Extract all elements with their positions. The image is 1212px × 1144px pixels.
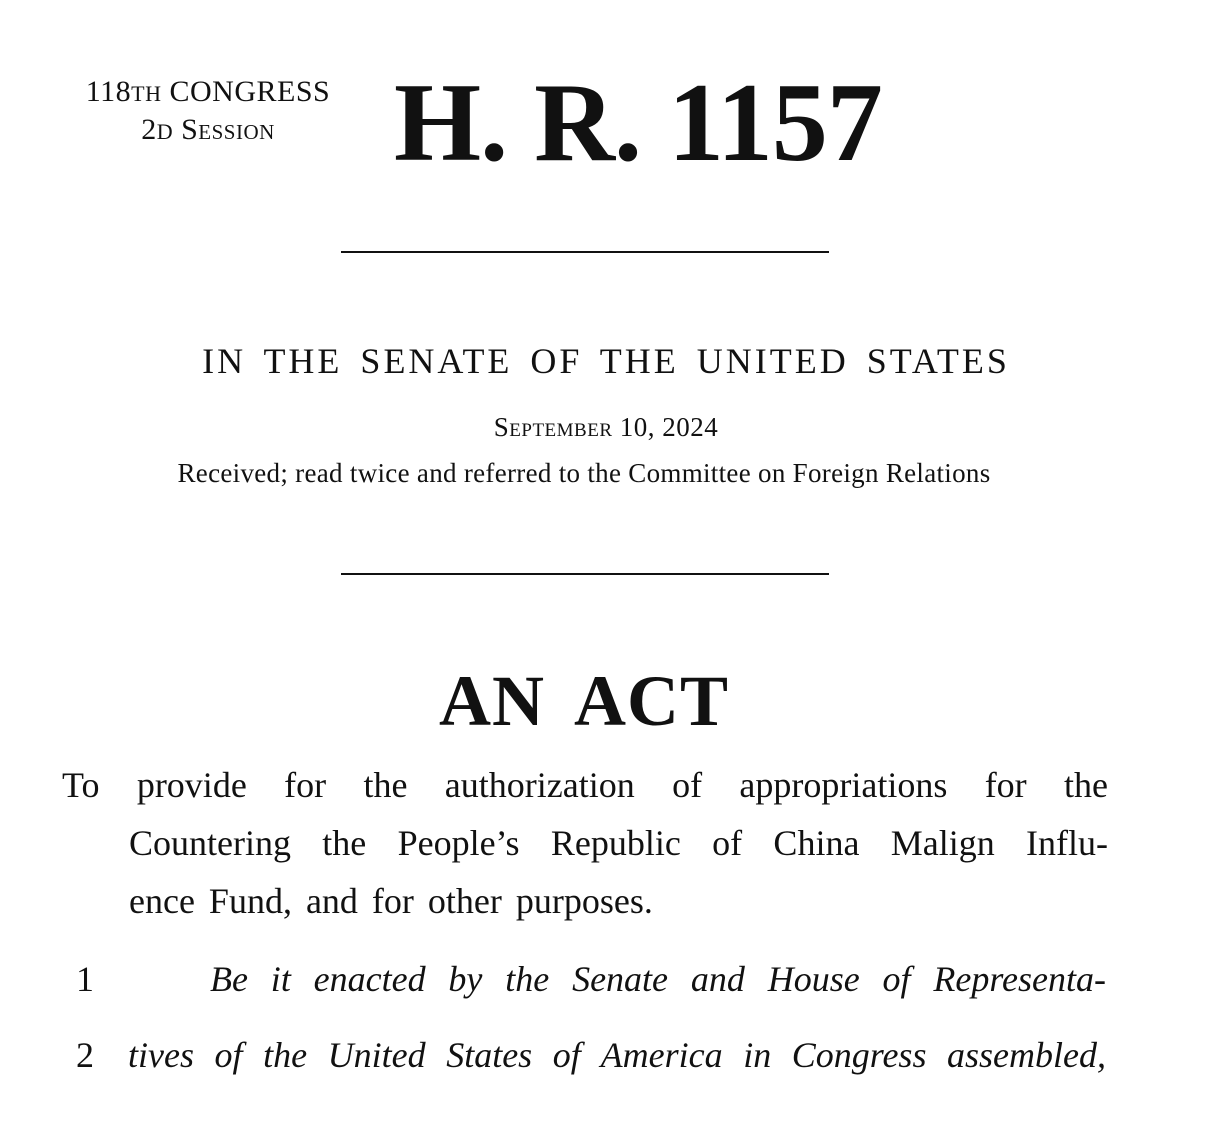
chamber-heading: IN THE SENATE OF THE UNITED STATES <box>202 341 1010 381</box>
purpose-line-3: ence Fund, and for other purposes. <box>129 881 653 921</box>
line-number: 1 <box>76 959 94 999</box>
purpose-line-1: To provide for the authorization of appropriations for the <box>62 765 1108 805</box>
bill-number: H. R. 1157 <box>394 61 882 185</box>
session-label: Session <box>181 113 275 146</box>
enacting-clause-text: Be it enacted by the Senate and House of Representa- <box>210 959 1106 999</box>
congress-number: 118 <box>85 75 132 108</box>
enacting-clause-line <box>0 1034 1212 1084</box>
congress-session-block <box>58 74 358 150</box>
action-description: Received; read twice and referred to the Committee on Foreign Relations <box>177 458 991 488</box>
bottom-divider <box>341 573 829 575</box>
congress-line <box>58 74 358 112</box>
congress-ordinal-suffix: TH <box>131 81 162 106</box>
purpose-line-2: Countering the People’s Republic of China Malign Influ- <box>129 823 1108 863</box>
line-number: 2 <box>76 1035 94 1075</box>
purpose-continuation <box>62 814 1108 930</box>
action-date: September 10, 2024 <box>493 412 719 442</box>
congress-label: CONGRESS <box>169 75 331 108</box>
session-number: 2 <box>141 113 157 146</box>
enacting-clause-text: tives of the United States of America in Congress assembled, <box>128 1035 1106 1075</box>
session-ordinal-suffix: D <box>156 119 174 144</box>
enacting-clause-line <box>0 958 1212 1008</box>
act-heading: AN ACT <box>438 661 730 741</box>
purpose-clause <box>62 756 1108 930</box>
top-divider <box>341 251 829 253</box>
session-line <box>58 112 358 150</box>
